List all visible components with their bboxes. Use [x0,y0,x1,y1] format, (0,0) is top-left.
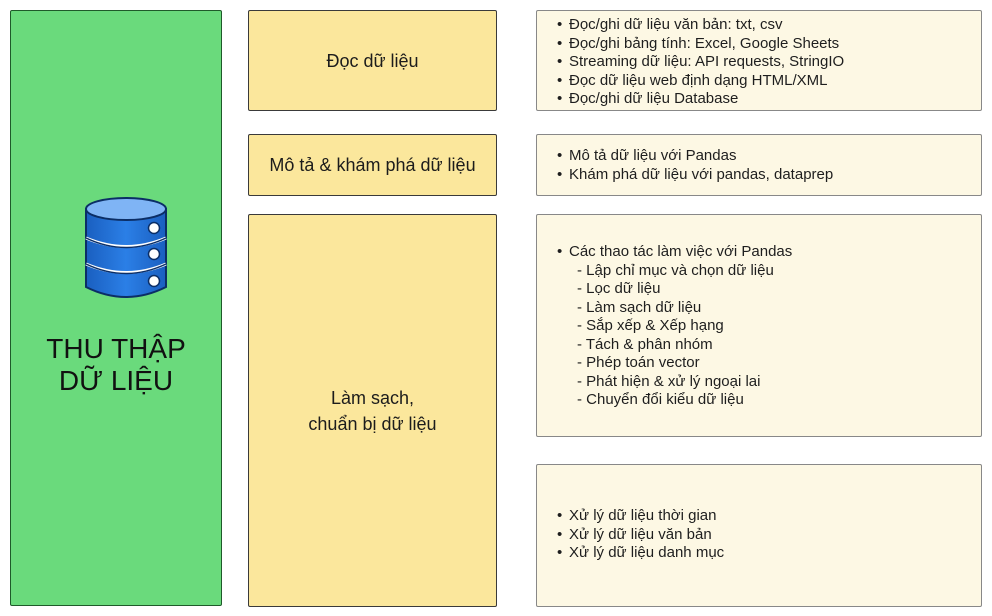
stage-clean-label-line1: Làm sạch, [330,387,415,408]
stage-read [248,10,497,111]
main-title-line2: DỮ LIỆU [58,365,174,396]
list-item: - Phép toán vector [577,354,700,371]
list-item: • Xử lý dữ liệu thời gian [557,507,717,524]
stage-clean [248,214,497,607]
detail-clean-list [557,243,792,410]
list-item: • Đọc/ghi dữ liệu văn bản: txt, csv [557,16,783,33]
list-item: • Đọc/ghi dữ liệu Database [557,90,739,107]
list-item: • Các thao tác làm việc với Pandas [557,243,793,260]
detail-read [536,10,982,111]
detail-types-list [557,507,724,563]
detail-read-list [557,16,844,109]
detail-explore-list [557,147,833,184]
main-title-line1: THU THẬP [46,333,186,364]
stage-explore-label: Mô tả & khám phá dữ liệu [269,155,476,175]
stage-clean-label-line2: chuẩn bị dữ liệu [308,413,437,434]
data-collection-panel [10,10,222,606]
list-item: - Tách & phân nhóm [577,335,713,353]
detail-explore [536,134,982,196]
list-item: - Phát hiện & xử lý ngoại lai [577,372,761,390]
list-item: - Lọc dữ liệu [577,280,661,297]
list-item: - Chuyển đổi kiểu dữ liệu [577,391,744,408]
list-item: • Khám phá dữ liệu với pandas, dataprep [557,165,834,183]
detail-types [536,464,982,607]
main-title [11,333,221,397]
list-item: • Đọc/ghi bảng tính: Excel, Google Sheets [557,34,840,52]
list-item: • Xử lý dữ liệu văn bản [557,525,712,543]
detail-clean [536,214,982,437]
stage-explore [248,134,497,196]
stage-clean-label [308,385,436,437]
database-icon [83,195,169,303]
list-item: • Xử lý dữ liệu danh mục [557,544,725,561]
list-item: - Làm sạch dữ liệu [577,298,702,316]
list-item: - Sắp xếp & Xếp hạng [577,317,724,334]
list-item: • Mô tả dữ liệu với Pandas [557,147,737,164]
list-item: - Lập chỉ mục và chọn dữ liệu [577,261,774,279]
list-item: • Đọc dữ liệu web định dạng HTML/XML [557,71,828,89]
stage-read-label: Đọc dữ liệu [326,50,419,71]
list-item: • Streaming dữ liệu: API requests, StringIO [557,53,845,70]
